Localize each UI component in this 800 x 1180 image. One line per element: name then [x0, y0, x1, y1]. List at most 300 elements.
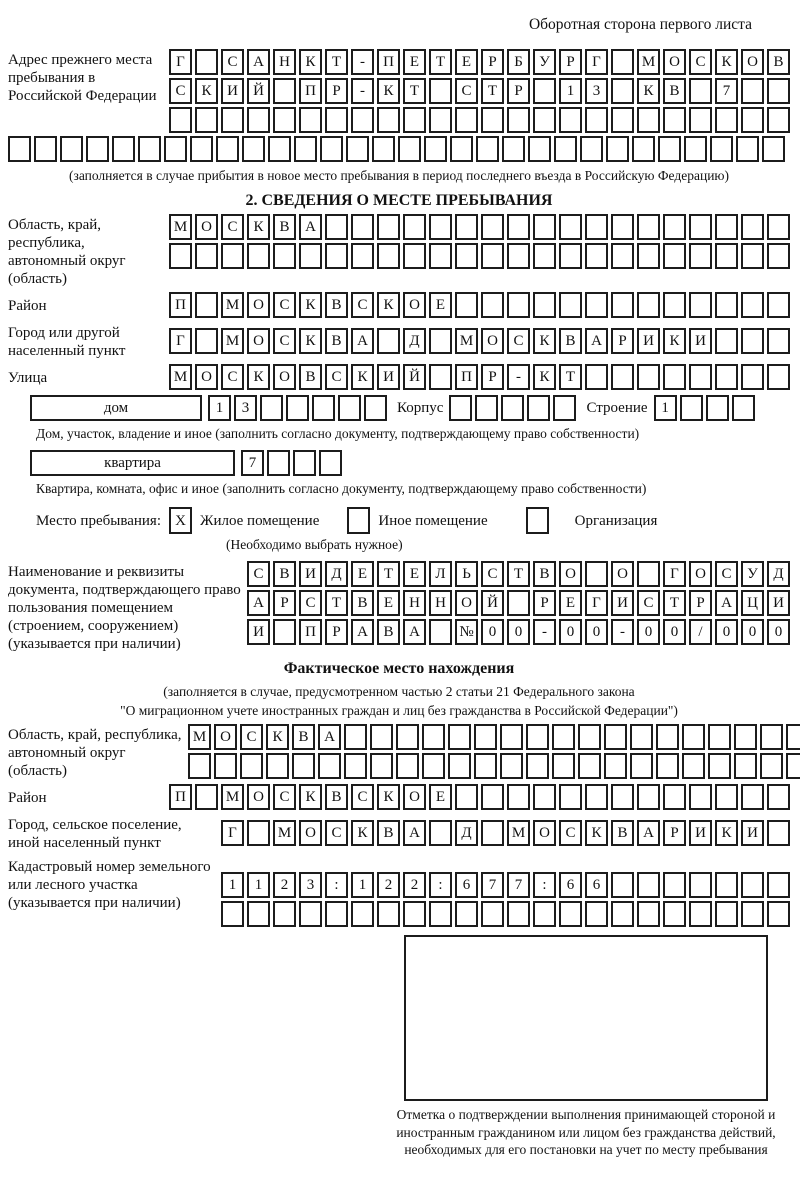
char-cell[interactable]: 0: [507, 619, 530, 645]
char-cell[interactable]: [370, 753, 393, 779]
char-cell[interactable]: В: [292, 724, 315, 750]
char-cell[interactable]: [533, 214, 556, 240]
char-cell[interactable]: А: [585, 328, 608, 354]
char-cell[interactable]: Т: [377, 561, 400, 587]
char-cell[interactable]: [585, 561, 608, 587]
char-cell[interactable]: К: [299, 784, 322, 810]
char-cell[interactable]: [767, 364, 790, 390]
char-cell[interactable]: В: [663, 78, 686, 104]
char-cell[interactable]: [429, 107, 452, 133]
char-cell[interactable]: [195, 107, 218, 133]
char-cell[interactable]: [663, 292, 686, 318]
char-cell[interactable]: С: [325, 364, 348, 390]
char-cell[interactable]: [533, 901, 556, 927]
char-cell[interactable]: [580, 136, 603, 162]
char-cell[interactable]: [344, 724, 367, 750]
char-cell[interactable]: С: [247, 561, 270, 587]
char-cell[interactable]: А: [637, 820, 660, 846]
char-cell[interactable]: А: [247, 49, 270, 75]
char-cell[interactable]: В: [325, 292, 348, 318]
char-cell[interactable]: [424, 136, 447, 162]
char-cell[interactable]: [273, 901, 296, 927]
char-cell[interactable]: [507, 292, 530, 318]
char-cell[interactable]: Т: [663, 590, 686, 616]
char-cell[interactable]: 0: [715, 619, 738, 645]
char-cell[interactable]: В: [351, 590, 374, 616]
char-cell[interactable]: Д: [403, 328, 426, 354]
char-cell[interactable]: [377, 214, 400, 240]
char-cell[interactable]: [242, 136, 265, 162]
char-cell[interactable]: [240, 753, 263, 779]
char-cell[interactable]: Г: [169, 328, 192, 354]
char-cell[interactable]: С: [481, 561, 504, 587]
char-cell[interactable]: [293, 450, 316, 476]
char-cell[interactable]: [585, 901, 608, 927]
char-cell[interactable]: К: [377, 784, 400, 810]
char-cell[interactable]: Л: [429, 561, 452, 587]
char-cell[interactable]: [741, 364, 764, 390]
char-cell[interactable]: К: [299, 49, 322, 75]
char-cell[interactable]: С: [221, 364, 244, 390]
char-cell[interactable]: Н: [273, 49, 296, 75]
char-cell[interactable]: [736, 136, 759, 162]
char-cell[interactable]: В: [559, 328, 582, 354]
char-cell[interactable]: О: [689, 561, 712, 587]
char-cell[interactable]: [682, 724, 705, 750]
char-cell[interactable]: [320, 136, 343, 162]
char-cell[interactable]: С: [273, 328, 296, 354]
char-cell[interactable]: [188, 753, 211, 779]
char-cell[interactable]: /: [689, 619, 712, 645]
char-cell[interactable]: [346, 136, 369, 162]
char-cell[interactable]: [247, 243, 270, 269]
char-cell[interactable]: 1: [654, 395, 677, 421]
char-cell[interactable]: П: [299, 619, 322, 645]
char-cell[interactable]: [169, 243, 192, 269]
char-cell[interactable]: [526, 724, 549, 750]
char-cell[interactable]: С: [455, 78, 478, 104]
char-cell[interactable]: [429, 214, 452, 240]
char-cell[interactable]: [448, 724, 471, 750]
char-cell[interactable]: О: [455, 590, 478, 616]
char-cell[interactable]: [767, 820, 790, 846]
char-cell[interactable]: С: [273, 292, 296, 318]
char-cell[interactable]: [611, 364, 634, 390]
char-cell[interactable]: [34, 136, 57, 162]
char-cell[interactable]: [767, 78, 790, 104]
char-cell[interactable]: [377, 243, 400, 269]
char-cell[interactable]: С: [240, 724, 263, 750]
char-cell[interactable]: [741, 784, 764, 810]
char-cell[interactable]: [292, 753, 315, 779]
char-cell[interactable]: Р: [507, 78, 530, 104]
char-cell[interactable]: 3: [585, 78, 608, 104]
char-cell[interactable]: [682, 753, 705, 779]
char-cell[interactable]: П: [169, 784, 192, 810]
char-cell[interactable]: -: [351, 49, 374, 75]
char-cell[interactable]: К: [195, 78, 218, 104]
char-cell[interactable]: К: [351, 820, 374, 846]
char-cell[interactable]: [112, 136, 135, 162]
stay-type-checkbox-residential[interactable]: X: [169, 507, 192, 534]
char-cell[interactable]: 6: [455, 872, 478, 898]
char-cell[interactable]: [312, 395, 335, 421]
char-cell[interactable]: [299, 243, 322, 269]
char-cell[interactable]: К: [299, 328, 322, 354]
char-cell[interactable]: Е: [351, 561, 374, 587]
char-cell[interactable]: С: [273, 784, 296, 810]
char-cell[interactable]: [611, 243, 634, 269]
char-cell[interactable]: С: [299, 590, 322, 616]
char-cell[interactable]: И: [299, 561, 322, 587]
char-cell[interactable]: [429, 820, 452, 846]
char-cell[interactable]: [372, 136, 395, 162]
char-cell[interactable]: К: [247, 214, 270, 240]
char-cell[interactable]: И: [741, 820, 764, 846]
stay-type-checkbox-other-premises[interactable]: [347, 507, 370, 534]
char-cell[interactable]: С: [507, 328, 530, 354]
char-cell[interactable]: О: [663, 49, 686, 75]
char-cell[interactable]: [481, 784, 504, 810]
char-cell[interactable]: [767, 214, 790, 240]
char-cell[interactable]: [559, 901, 582, 927]
char-cell[interactable]: [221, 107, 244, 133]
char-cell[interactable]: Е: [455, 49, 478, 75]
char-cell[interactable]: М: [169, 364, 192, 390]
char-cell[interactable]: [715, 292, 738, 318]
char-cell[interactable]: И: [611, 590, 634, 616]
char-cell[interactable]: К: [663, 328, 686, 354]
char-cell[interactable]: [637, 292, 660, 318]
char-cell[interactable]: Р: [559, 49, 582, 75]
char-cell[interactable]: [604, 724, 627, 750]
char-cell[interactable]: [247, 820, 270, 846]
char-cell[interactable]: К: [377, 292, 400, 318]
char-cell[interactable]: [637, 364, 660, 390]
char-cell[interactable]: [533, 292, 556, 318]
char-cell[interactable]: Г: [585, 590, 608, 616]
char-cell[interactable]: В: [767, 49, 790, 75]
char-cell[interactable]: [585, 784, 608, 810]
char-cell[interactable]: [689, 243, 712, 269]
char-cell[interactable]: Г: [663, 561, 686, 587]
char-cell[interactable]: [663, 214, 686, 240]
char-cell[interactable]: [422, 724, 445, 750]
char-cell[interactable]: 2: [377, 872, 400, 898]
char-cell[interactable]: Р: [481, 364, 504, 390]
char-cell[interactable]: 0: [741, 619, 764, 645]
char-cell[interactable]: [552, 753, 575, 779]
char-cell[interactable]: Т: [403, 78, 426, 104]
char-cell[interactable]: [680, 395, 703, 421]
char-cell[interactable]: 7: [507, 872, 530, 898]
char-cell[interactable]: О: [611, 561, 634, 587]
char-cell[interactable]: [637, 107, 660, 133]
char-cell[interactable]: Е: [429, 292, 452, 318]
char-cell[interactable]: [364, 395, 387, 421]
char-cell[interactable]: Е: [559, 590, 582, 616]
char-cell[interactable]: Р: [481, 49, 504, 75]
char-cell[interactable]: Г: [221, 820, 244, 846]
char-cell[interactable]: М: [221, 292, 244, 318]
char-cell[interactable]: [741, 328, 764, 354]
char-cell[interactable]: М: [221, 784, 244, 810]
char-cell[interactable]: [273, 107, 296, 133]
char-cell[interactable]: [319, 450, 342, 476]
char-cell[interactable]: [637, 214, 660, 240]
char-cell[interactable]: [559, 107, 582, 133]
char-cell[interactable]: С: [169, 78, 192, 104]
char-cell[interactable]: В: [377, 820, 400, 846]
char-cell[interactable]: [429, 328, 452, 354]
char-cell[interactable]: [585, 243, 608, 269]
char-cell[interactable]: [449, 395, 472, 421]
char-cell[interactable]: [481, 292, 504, 318]
char-cell[interactable]: В: [273, 561, 296, 587]
char-cell[interactable]: Д: [767, 561, 790, 587]
char-cell[interactable]: [715, 901, 738, 927]
char-cell[interactable]: 0: [767, 619, 790, 645]
char-cell[interactable]: [611, 784, 634, 810]
char-cell[interactable]: [553, 395, 576, 421]
char-cell[interactable]: [286, 395, 309, 421]
char-cell[interactable]: [455, 243, 478, 269]
char-cell[interactable]: [351, 107, 374, 133]
char-cell[interactable]: [338, 395, 361, 421]
char-cell[interactable]: В: [325, 784, 348, 810]
char-cell[interactable]: [403, 214, 426, 240]
char-cell[interactable]: [533, 784, 556, 810]
char-cell[interactable]: [604, 753, 627, 779]
char-cell[interactable]: [663, 901, 686, 927]
char-cell[interactable]: Д: [455, 820, 478, 846]
char-cell[interactable]: [663, 243, 686, 269]
char-cell[interactable]: Г: [169, 49, 192, 75]
char-cell[interactable]: [294, 136, 317, 162]
char-cell[interactable]: [637, 561, 660, 587]
char-cell[interactable]: Ц: [741, 590, 764, 616]
char-cell[interactable]: В: [273, 214, 296, 240]
char-cell[interactable]: 0: [663, 619, 686, 645]
char-cell[interactable]: А: [318, 724, 341, 750]
char-cell[interactable]: О: [741, 49, 764, 75]
char-cell[interactable]: [455, 901, 478, 927]
char-cell[interactable]: Д: [325, 561, 348, 587]
char-cell[interactable]: [706, 395, 729, 421]
char-cell[interactable]: [637, 901, 660, 927]
char-cell[interactable]: [507, 784, 530, 810]
char-cell[interactable]: [663, 784, 686, 810]
char-cell[interactable]: [760, 753, 783, 779]
char-cell[interactable]: [195, 292, 218, 318]
char-cell[interactable]: Й: [481, 590, 504, 616]
char-cell[interactable]: [190, 136, 213, 162]
char-cell[interactable]: С: [559, 820, 582, 846]
char-cell[interactable]: [637, 872, 660, 898]
char-cell[interactable]: [689, 78, 712, 104]
char-cell[interactable]: С: [637, 590, 660, 616]
char-cell[interactable]: М: [273, 820, 296, 846]
char-cell[interactable]: [325, 901, 348, 927]
char-cell[interactable]: П: [377, 49, 400, 75]
char-cell[interactable]: [552, 724, 575, 750]
char-cell[interactable]: Н: [429, 590, 452, 616]
char-cell[interactable]: К: [247, 364, 270, 390]
char-cell[interactable]: Е: [403, 49, 426, 75]
char-cell[interactable]: 7: [715, 78, 738, 104]
char-cell[interactable]: А: [403, 820, 426, 846]
char-cell[interactable]: 6: [559, 872, 582, 898]
char-cell[interactable]: [214, 753, 237, 779]
char-cell[interactable]: Т: [481, 78, 504, 104]
char-cell[interactable]: М: [507, 820, 530, 846]
char-cell[interactable]: [559, 214, 582, 240]
char-cell[interactable]: -: [611, 619, 634, 645]
char-cell[interactable]: [455, 784, 478, 810]
char-cell[interactable]: [585, 214, 608, 240]
char-cell[interactable]: [266, 753, 289, 779]
char-cell[interactable]: [760, 724, 783, 750]
char-cell[interactable]: [475, 395, 498, 421]
char-cell[interactable]: [474, 724, 497, 750]
char-cell[interactable]: [767, 292, 790, 318]
char-cell[interactable]: [273, 243, 296, 269]
char-cell[interactable]: Т: [325, 49, 348, 75]
char-cell[interactable]: -: [533, 619, 556, 645]
char-cell[interactable]: Р: [689, 590, 712, 616]
char-cell[interactable]: [533, 107, 556, 133]
char-cell[interactable]: [741, 901, 764, 927]
char-cell[interactable]: [267, 450, 290, 476]
char-cell[interactable]: [715, 784, 738, 810]
char-cell[interactable]: [663, 107, 686, 133]
char-cell[interactable]: [741, 872, 764, 898]
char-cell[interactable]: [767, 107, 790, 133]
char-cell[interactable]: [663, 364, 686, 390]
char-cell[interactable]: М: [455, 328, 478, 354]
char-cell[interactable]: Е: [429, 784, 452, 810]
char-cell[interactable]: В: [325, 328, 348, 354]
char-cell[interactable]: Р: [663, 820, 686, 846]
char-cell[interactable]: О: [273, 364, 296, 390]
char-cell[interactable]: [455, 292, 478, 318]
char-cell[interactable]: [344, 753, 367, 779]
char-cell[interactable]: О: [403, 292, 426, 318]
char-cell[interactable]: [715, 243, 738, 269]
char-cell[interactable]: [403, 901, 426, 927]
char-cell[interactable]: [169, 107, 192, 133]
char-cell[interactable]: [611, 49, 634, 75]
stay-type-checkbox-organization[interactable]: [526, 507, 549, 534]
char-cell[interactable]: [767, 328, 790, 354]
char-cell[interactable]: [637, 784, 660, 810]
char-cell[interactable]: [273, 619, 296, 645]
char-cell[interactable]: А: [403, 619, 426, 645]
char-cell[interactable]: [630, 753, 653, 779]
char-cell[interactable]: [559, 292, 582, 318]
char-cell[interactable]: [585, 107, 608, 133]
char-cell[interactable]: К: [266, 724, 289, 750]
char-cell[interactable]: [507, 243, 530, 269]
char-cell[interactable]: [715, 872, 738, 898]
char-cell[interactable]: [429, 364, 452, 390]
char-cell[interactable]: 1: [221, 872, 244, 898]
char-cell[interactable]: 3: [234, 395, 257, 421]
char-cell[interactable]: [299, 901, 322, 927]
char-cell[interactable]: [578, 753, 601, 779]
char-cell[interactable]: [585, 292, 608, 318]
char-cell[interactable]: [741, 107, 764, 133]
char-cell[interactable]: [398, 136, 421, 162]
char-cell[interactable]: [611, 78, 634, 104]
char-cell[interactable]: [611, 901, 634, 927]
char-cell[interactable]: С: [351, 292, 374, 318]
char-cell[interactable]: [195, 243, 218, 269]
char-cell[interactable]: [299, 107, 322, 133]
char-cell[interactable]: 6: [585, 872, 608, 898]
char-cell[interactable]: [502, 136, 525, 162]
char-cell[interactable]: [403, 243, 426, 269]
char-cell[interactable]: [325, 243, 348, 269]
char-cell[interactable]: №: [455, 619, 478, 645]
char-cell[interactable]: [637, 243, 660, 269]
char-cell[interactable]: [318, 753, 341, 779]
char-cell[interactable]: [429, 78, 452, 104]
char-cell[interactable]: [689, 364, 712, 390]
char-cell[interactable]: [689, 901, 712, 927]
char-cell[interactable]: [732, 395, 755, 421]
char-cell[interactable]: [138, 136, 161, 162]
char-cell[interactable]: 2: [273, 872, 296, 898]
char-cell[interactable]: [786, 724, 800, 750]
char-cell[interactable]: И: [689, 820, 712, 846]
char-cell[interactable]: [448, 753, 471, 779]
char-cell[interactable]: [715, 107, 738, 133]
char-cell[interactable]: -: [351, 78, 374, 104]
char-cell[interactable]: [526, 753, 549, 779]
char-cell[interactable]: [611, 292, 634, 318]
char-cell[interactable]: [689, 292, 712, 318]
char-cell[interactable]: С: [689, 49, 712, 75]
char-cell[interactable]: Т: [429, 49, 452, 75]
char-cell[interactable]: [708, 753, 731, 779]
char-cell[interactable]: [247, 107, 270, 133]
char-cell[interactable]: :: [429, 872, 452, 898]
char-cell[interactable]: [429, 619, 452, 645]
char-cell[interactable]: У: [741, 561, 764, 587]
char-cell[interactable]: У: [533, 49, 556, 75]
char-cell[interactable]: С: [221, 49, 244, 75]
char-cell[interactable]: [710, 136, 733, 162]
char-cell[interactable]: [60, 136, 83, 162]
char-cell[interactable]: [533, 243, 556, 269]
char-cell[interactable]: В: [377, 619, 400, 645]
char-cell[interactable]: П: [299, 78, 322, 104]
char-cell[interactable]: А: [715, 590, 738, 616]
char-cell[interactable]: И: [221, 78, 244, 104]
char-cell[interactable]: :: [533, 872, 556, 898]
char-cell[interactable]: [481, 820, 504, 846]
char-cell[interactable]: О: [247, 784, 270, 810]
char-cell[interactable]: [455, 107, 478, 133]
char-cell[interactable]: Р: [533, 590, 556, 616]
char-cell[interactable]: 0: [559, 619, 582, 645]
char-cell[interactable]: 0: [481, 619, 504, 645]
char-cell[interactable]: [611, 872, 634, 898]
char-cell[interactable]: :: [325, 872, 348, 898]
char-cell[interactable]: С: [351, 784, 374, 810]
char-cell[interactable]: [715, 214, 738, 240]
